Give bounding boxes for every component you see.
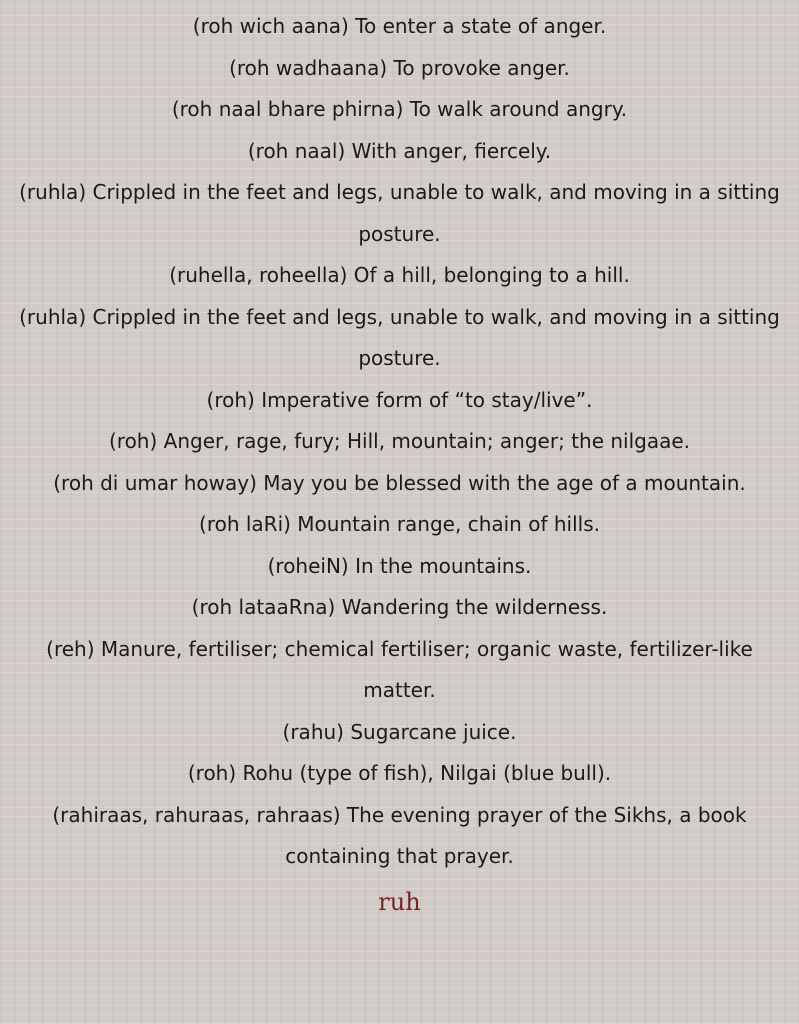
entry: (roh wich aana) To enter a state of anger. bbox=[192, 14, 607, 38]
entry: (rahiraas, rahuraas, rahraas) The evening prayer of the Sikhs, a book containing that prayer. bbox=[52, 802, 747, 868]
entry: (roh) Imperative form of “to stay/live”. bbox=[206, 387, 593, 412]
entry: (roh naal) With anger, fiercely. bbox=[247, 138, 552, 163]
entry: (rahu) Sugarcane juice. bbox=[282, 719, 517, 744]
entry: (roh lataaRna) Wandering the wilderness. bbox=[191, 595, 608, 619]
entry: (roh naal bhare phirna) To walk around angry. bbox=[171, 97, 628, 121]
entry-list bbox=[0, 6, 799, 878]
entry: (roheiN) In the mountains. bbox=[267, 553, 532, 578]
entry: (roh laRi) Mountain range, chain of hills. bbox=[199, 512, 600, 536]
entry: (roh) Anger, rage, fury; Hill, mountain; anger; the nilgaae. bbox=[108, 429, 691, 453]
entry: (ruhla) Crippled in the feet and legs, unable to walk, and moving in a sitting posture. bbox=[19, 304, 780, 370]
dictionary-page bbox=[0, 6, 799, 922]
entry: (ruhella, roheella) Of a hill, belonging to a hill. bbox=[169, 263, 630, 287]
entry: (roh wadhaana) To provoke anger. bbox=[229, 55, 570, 80]
entry: (reh) Manure, fertiliser; chemical fertiliser; organic waste, fertilizer-like matter. bbox=[46, 636, 753, 702]
ruh-link[interactable]: ruh bbox=[378, 887, 421, 916]
entry: (roh) Rohu (type of fish), Nilgai (blue bull). bbox=[187, 761, 612, 785]
entry: (ruhla) Crippled in the feet and legs, unable to walk, and moving in a sitting posture. bbox=[19, 180, 780, 246]
entry: (roh di umar howay) May you be blessed with the age of a mountain. bbox=[53, 470, 746, 495]
